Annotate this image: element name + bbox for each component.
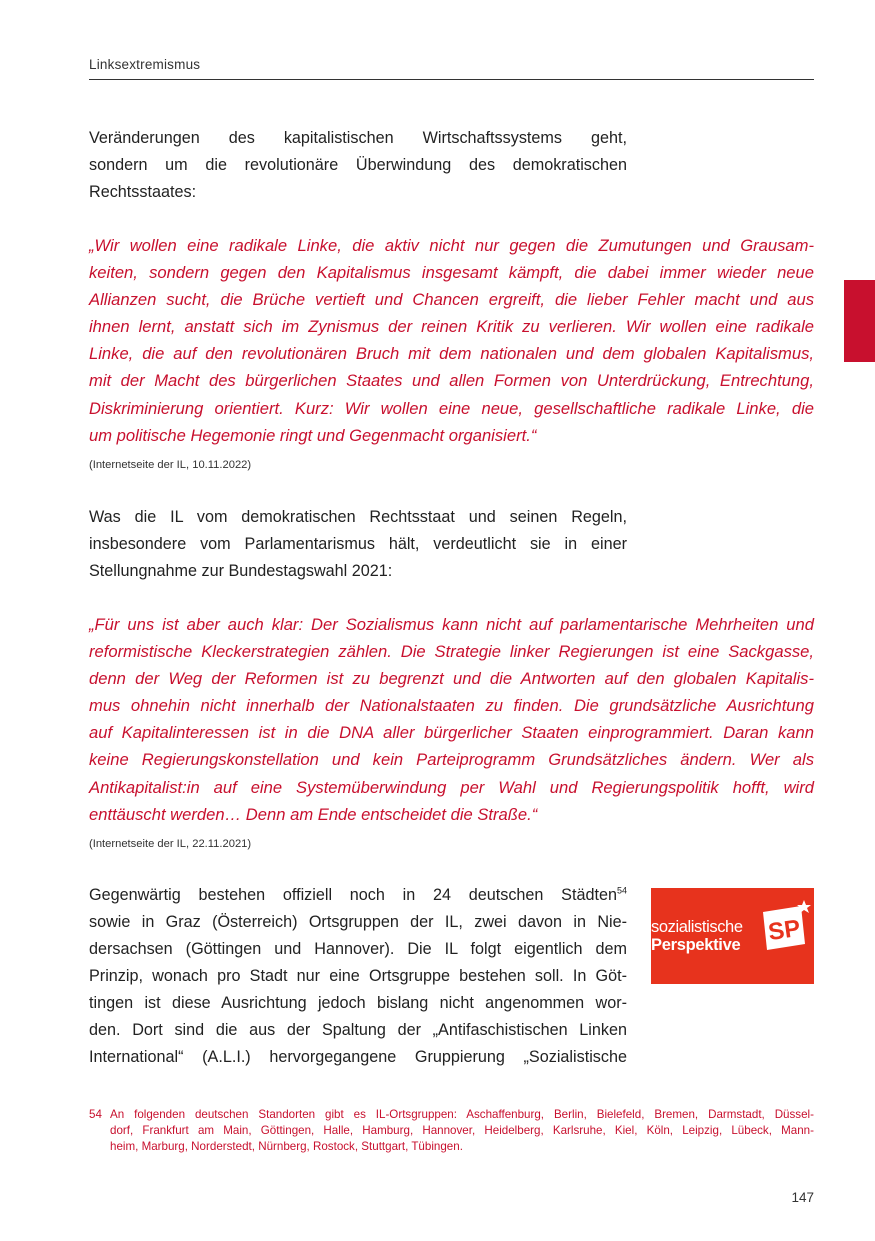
quote-line: „Für uns ist aber auch klar: Der Sozialismus kann nicht auf parlamentarische Mehrheiten und bbox=[89, 615, 814, 634]
text-line: sowie in Graz (Österreich) Ortsgruppen der IL, zwei davon in Nie- bbox=[89, 913, 627, 931]
footnote-line: dorf, Frankfurt am Main, Göttingen, Halle, Hamburg, Hannover, Heidelberg, Karlsruhe, Kiel, Köln, Leipzig, Lübeck, Mann- bbox=[110, 1124, 814, 1137]
text-line: sondern um die revolutionäre Überwindung des demokratischen bbox=[89, 156, 627, 174]
quote-source-1: (Internetseite der IL, 10.11.2022) bbox=[89, 459, 252, 471]
text-line: Prinzip, wonach pro Stadt nur eine Ortsgruppe bestehen soll. In Göt- bbox=[89, 967, 627, 985]
text-line: Stellungnahme zur Bundestagswahl 2021: bbox=[89, 562, 393, 580]
text-line: tingen ist diese Ausrichtung jedoch bislang nicht angenommen wor- bbox=[89, 994, 627, 1012]
text-segment: Gegenwärtig bestehen offiziell noch in 24 deutschen Städten bbox=[89, 886, 617, 904]
logo-wordmark bbox=[651, 918, 755, 954]
quote-line: denn der Weg der Reformen ist zu begrenzt und die Antworten auf den globalen Kapitalis- bbox=[89, 669, 814, 689]
quote-line: „Wir wollen eine radikale Linke, die aktiv nicht nur gegen die Zumutungen und Grausam- bbox=[89, 236, 814, 255]
quote-line: Diskriminierung orientiert. Kurz: Wir wollen eine neue, gesellschaftliche radikale Linke, die bbox=[89, 398, 814, 418]
text-line: Rechtsstaates: bbox=[89, 183, 197, 201]
footnote-line: heim, Marburg, Norderstedt, Nürnberg, Rostock, Stuttgart, Tübingen. bbox=[110, 1140, 463, 1153]
quote-line: mus ohnehin nicht innerhalb der Nationalstaaten zu finden. Die grundsätzliche Ausrichtung bbox=[89, 696, 814, 716]
chapter-tab-marker bbox=[844, 280, 875, 362]
header-title: Linksextremismus bbox=[89, 57, 201, 72]
text-line: Was die IL vom demokratischen Rechtsstaat und seinen Regeln, bbox=[89, 508, 627, 526]
footnote-number: 54 bbox=[89, 1108, 102, 1121]
quote-source-2: (Internetseite der IL, 22.11.2021) bbox=[89, 838, 252, 850]
text-line: den. Dort sind die aus der Spaltung der „Antifaschistischen Linken bbox=[89, 1021, 627, 1039]
quote-line: Antikapitalist:in auf eine Systemüberwindung per Wahl und Regierungspolitik hofft, wird bbox=[89, 777, 814, 797]
quote-line: Allianzen sucht, die Brüche vertieft und Chancen ergreift, die lieber Fehler macht und aus bbox=[89, 290, 814, 310]
text-line: International“ (A.L.I.) hervorgegangene Gruppierung „Sozialistische bbox=[89, 1048, 627, 1066]
logo-line-2: Perspektive bbox=[651, 936, 741, 954]
text-line: insbesondere vom Parlamentarismus hält, verdeutlicht sie in einer bbox=[89, 535, 627, 553]
quote-block-2 bbox=[89, 611, 814, 828]
page-number: 147 bbox=[791, 1190, 814, 1205]
footnote-line: An folgenden deutschen Standorten gibt es IL-Ortsgruppen: Aschaffenburg, Berlin, Bielefeld, Bremen, Darmstadt, Düssel- bbox=[110, 1108, 814, 1121]
footnote-text bbox=[110, 1107, 814, 1155]
quote-line: auf Kapitalinteressen ist in die DNA aller bürgerlicher Staaten einprogrammiert. Daran kann bbox=[89, 723, 814, 743]
quote-line: ihnen lernt, anstatt sich im Zynismus der reinen Kritik zu verlieren. Wir wollen eine radikale bbox=[89, 317, 814, 337]
running-header bbox=[89, 56, 814, 80]
quote-line: reformistische Kleckerstrategien zählen. Die Strategie linker Regierungen ist eine Sackgasse, bbox=[89, 642, 814, 662]
middle-paragraph bbox=[89, 504, 627, 585]
text-line: Veränderungen des kapitalistischen Wirtschaftssystems geht, bbox=[89, 129, 627, 147]
sp-star-icon bbox=[757, 898, 813, 964]
quote-block-1 bbox=[89, 232, 814, 449]
quote-line: um politische Hegemonie ringt und Gegenmacht organisiert.“ bbox=[89, 425, 537, 445]
sozialistische-perspektive-logo bbox=[651, 888, 814, 984]
quote-line: mit der Macht des bürgerlichen Staates und allen Formen von Unterdrückung, Entrechtung, bbox=[89, 371, 814, 391]
body-paragraph bbox=[89, 882, 627, 1071]
quote-line: Linke, die auf den revolutionären Bruch mit dem nationalen und dem globalen Kapitalismus, bbox=[89, 344, 814, 364]
intro-paragraph bbox=[89, 125, 627, 206]
quote-line: enttäuscht werden… Denn am Ende entscheidet die Straße.“ bbox=[89, 804, 538, 824]
logo-mark-text: SP bbox=[766, 914, 803, 947]
footnote-ref[interactable]: 54 bbox=[616, 885, 627, 896]
text-line: dersachsen (Göttingen und Hannover). Die IL folgt eigentlich dem bbox=[89, 940, 627, 958]
quote-line: keiten, sondern gegen den Kapitalismus insgesamt kämpft, die dabei immer wieder neue bbox=[89, 263, 814, 283]
quote-line: keine Regierungskonstellation und kein Parteiprogramm Grundsätzliches ändern. Wer als bbox=[89, 750, 814, 770]
logo-line-1: sozialistische bbox=[651, 918, 743, 936]
text-line bbox=[89, 882, 627, 909]
